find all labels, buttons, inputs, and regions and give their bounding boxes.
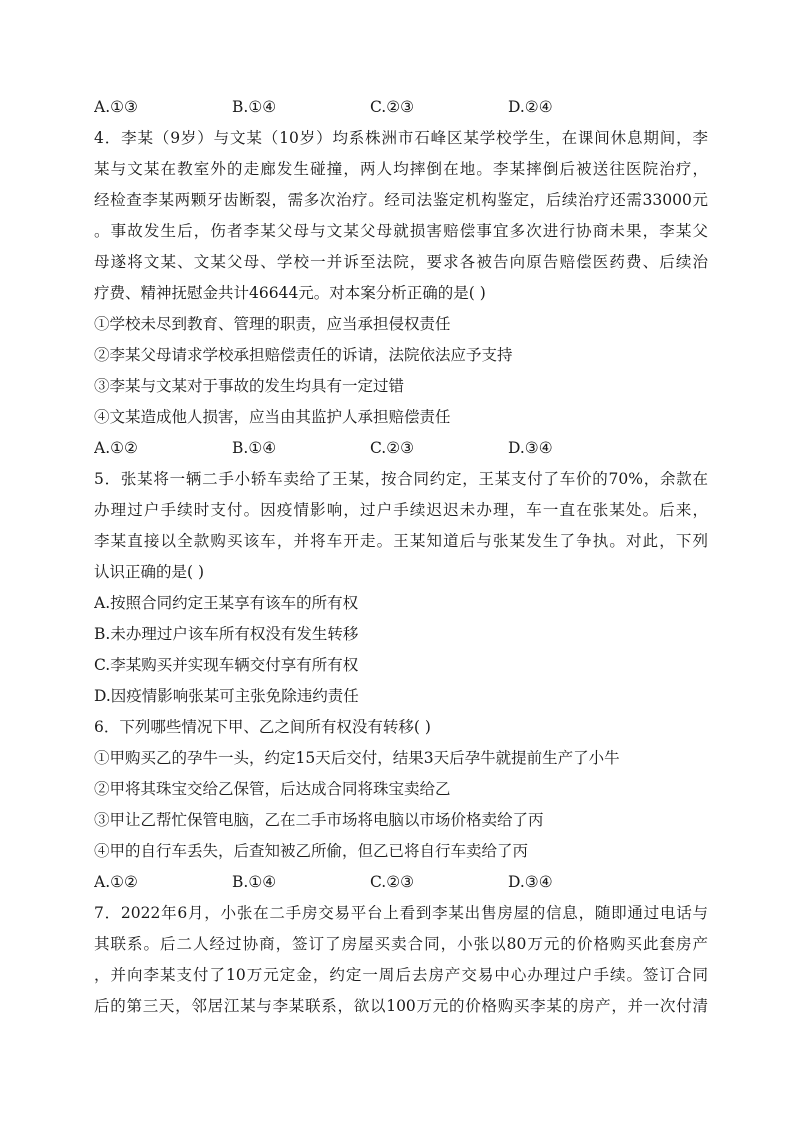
question-4 [94,123,708,464]
q4-option-d: D.③④ [508,439,553,457]
q7-stem-line: ，并向李某支付了10万元定金，约定一周后去房产交易中心办理过户手续。签订合同 [94,966,708,984]
q7-stem-line: 后的第三天，邻居江某与李某联系，欲以100万元的价格购买李某的房产，并一次付清 [94,997,708,1015]
q6-option-b: B.①④ [232,873,277,891]
question-7 [94,898,708,1022]
q4-stem-line: 经检查李某两颗牙齿断裂，需多次治疗。经司法鉴定机构鉴定，后续治疗还需33000元 [94,191,708,209]
q4-option-a: A.①② [94,439,138,457]
question-5 [94,464,708,712]
q6-option-c: C.②③ [370,873,415,891]
question-6 [94,712,708,898]
q3-option-d: D.②④ [508,98,553,116]
q6-option-a: A.①② [94,873,138,891]
q4-stem-line: 4．李某（9岁）与文某（10岁）均系株洲市石峰区某学校学生，在课间休息期间，李 [94,129,708,147]
q4-statement-2: ②李某父母请求学校承担赔偿责任的诉请，法院依法应予支持 [94,346,513,364]
q5-stem-line: 5．张某将一辆二手小轿车卖给了王某，按合同约定，王某支付了车价的70%，余款在 [94,470,708,488]
q6-statement-2: ②甲将其珠宝交给乙保管，后达成合同将珠宝卖给乙 [94,780,451,798]
q4-stem-line: 疗费、精神抚慰金共计46644元。对本案分析正确的是( ) [94,284,486,302]
q3-option-a: A.①③ [94,98,138,116]
q5-stem-line: 认识正确的是( ) [94,563,205,581]
q6-statement-1: ①甲购买乙的孕牛一头，约定15天后交付，结果3天后孕牛就提前生产了小牛 [94,749,620,767]
q6-stem-line: 6．下列哪些情况下甲、乙之间所有权没有转移( ) [94,718,431,736]
q3-option-c: C.②③ [370,98,415,116]
q6-option-d: D.③④ [508,873,553,891]
q4-statement-1: ①学校未尽到教育、管理的职责，应当承担侵权责任 [94,315,451,333]
q5-option-b: B.未办理过户该车所有权没有发生转移 [94,625,359,643]
q6-statement-4: ④甲的自行车丢失，后查知被乙所偷，但乙已将自行车卖给了丙 [94,842,529,860]
q4-statement-3: ③李某与文某对于事故的发生均具有一定过错 [94,377,405,395]
q3-options [94,92,708,123]
q6-options [94,867,708,898]
q5-option-d: D.因疫情影响张某可主张免除违约责任 [94,687,359,705]
q5-option-c: C.李某购买并实现车辆交付享有所有权 [94,656,359,674]
q4-statement-4: ④文某造成他人损害，应当由其监护人承担赔偿责任 [94,408,451,426]
q3-option-b: B.①④ [232,98,277,116]
q7-stem-line: 7．2022年6月，小张在二手房交易平台上看到李某出售房屋的信息，随即通过电话与 [94,904,708,922]
q4-stem-line: 。事故发生后，伤者李某父母与文某父母就损害赔偿事宜多次进行协商未果，李某父 [94,222,708,240]
q5-stem-line: 李某直接以全款购买该车，并将车开走。王某知道后与张某发生了争执。对此，下列 [94,532,708,550]
q5-stem-line: 办理过户手续时支付。因疫情影响，过户手续迟迟未办理，车一直在张某处。后来， [94,501,708,519]
q6-statement-3: ③甲让乙帮忙保管电脑，乙在二手市场将电脑以市场价格卖给了丙 [94,811,544,829]
q4-stem-line: 某与文某在教室外的走廊发生碰撞，两人均摔倒在地。李某摔倒后被送往医院治疗， [94,160,708,178]
q4-options [94,433,708,464]
q5-option-a: A.按照合同约定王某享有该车的所有权 [94,594,359,612]
q4-option-b: B.①④ [232,439,277,457]
q4-stem-line: 母遂将文某、文某父母、学校一并诉至法院，要求各被告向原告赔偿医药费、后续治 [94,253,708,271]
q4-option-c: C.②③ [370,439,415,457]
q7-stem-line: 其联系。后二人经过协商，签订了房屋买卖合同，小张以80万元的价格购买此套房产 [94,935,708,953]
